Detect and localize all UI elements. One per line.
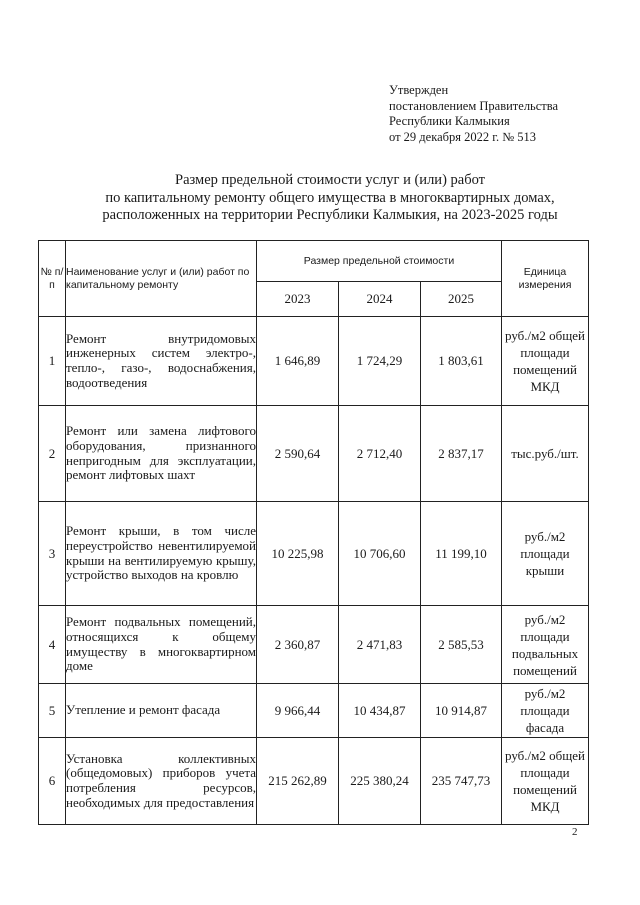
row-number: 1 — [39, 317, 66, 406]
row-value-2024: 225 380,24 — [339, 738, 421, 825]
row-value-2025: 1 803,61 — [421, 317, 502, 406]
row-unit: руб./м2 общей площади помещений МКД — [502, 317, 589, 406]
row-value-2024: 1 724,29 — [339, 317, 421, 406]
approval-line: от 29 декабря 2022 г. № 513 — [389, 129, 537, 144]
table-row — [39, 684, 589, 738]
row-value-2025: 10 914,87 — [421, 684, 502, 738]
row-value-2025: 2 585,53 — [421, 606, 502, 684]
row-unit: руб./м2 общей площади помещений МКД — [502, 738, 589, 825]
table-row — [39, 502, 589, 606]
approval-line: Республики Калмыкия — [389, 114, 510, 128]
approval-stamp — [389, 83, 609, 145]
row-service-name: Ремонт внутридомовых инженерных систем электро-, тепло-, газо-, водоснабжения, водоотведения — [66, 317, 257, 406]
row-service-name: Ремонт или замена лифтового оборудования, признанного непригодным для эксплуатации, ремонт лифтовых шахт — [66, 406, 257, 502]
header-service: Наименование услуг и (или) работ по капитальному ремонту — [66, 241, 257, 317]
row-value-2024: 2 712,40 — [339, 406, 421, 502]
row-unit: тыс.руб./шт. — [502, 406, 589, 502]
table-row — [39, 406, 589, 502]
approval-line: Утвержден — [389, 83, 449, 97]
row-number: 4 — [39, 606, 66, 684]
row-value-2023: 10 225,98 — [257, 502, 339, 606]
row-value-2024: 10 706,60 — [339, 502, 421, 606]
title-line: по капитальному ремонту общего имущества в многоквартирных домах, — [105, 189, 555, 206]
table-row — [39, 738, 589, 825]
row-service-name: Ремонт крыши, в том числе переустройство невентилируемой крыши на вентилируемую крышу, устройство выходов на кровлю — [66, 502, 257, 606]
row-value-2024: 10 434,87 — [339, 684, 421, 738]
row-value-2023: 2 590,64 — [257, 406, 339, 502]
table-row — [39, 317, 589, 406]
row-value-2025: 235 747,73 — [421, 738, 502, 825]
cost-table — [38, 240, 589, 825]
row-service-name: Утепление и ремонт фасада — [66, 684, 257, 738]
row-value-2023: 215 262,89 — [257, 738, 339, 825]
row-number: 3 — [39, 502, 66, 606]
row-unit: руб./м2 площади крыши — [502, 502, 589, 606]
row-value-2023: 9 966,44 — [257, 684, 339, 738]
row-service-name: Установка коллективных (общедомовых) приборов учета потребления ресурсов, необходимых для предоставления — [66, 738, 257, 825]
row-value-2023: 1 646,89 — [257, 317, 339, 406]
row-service-name: Ремонт подвальных помещений, относящихся к общему имуществу в многоквартирном доме — [66, 606, 257, 684]
header-unit: Единица измерения — [502, 241, 589, 317]
row-unit: руб./м2 площади подвальных помещений — [502, 606, 589, 684]
row-unit: руб./м2 площади фасада — [502, 684, 589, 738]
row-value-2024: 2 471,83 — [339, 606, 421, 684]
header-number: № п/п — [39, 241, 66, 317]
page-number: 2 — [572, 826, 578, 838]
row-number: 5 — [39, 684, 66, 738]
table-row — [39, 606, 589, 684]
row-number: 6 — [39, 738, 66, 825]
row-value-2025: 11 199,10 — [421, 502, 502, 606]
header-year-2025: 2025 — [421, 282, 502, 317]
header-year-2023: 2023 — [257, 282, 339, 317]
header-row — [39, 241, 589, 282]
document-title — [60, 172, 600, 225]
approval-line: постановлением Правительства — [389, 98, 559, 113]
title-line: Размер предельной стоимости услуг и (или) работ — [175, 172, 485, 188]
header-price-group: Размер предельной стоимости — [257, 241, 502, 282]
row-value-2025: 2 837,17 — [421, 406, 502, 502]
row-number: 2 — [39, 406, 66, 502]
header-year-2024: 2024 — [339, 282, 421, 317]
title-line: расположенных на территории Республики Калмыкия, на 2023-2025 годы — [102, 207, 558, 223]
row-value-2023: 2 360,87 — [257, 606, 339, 684]
